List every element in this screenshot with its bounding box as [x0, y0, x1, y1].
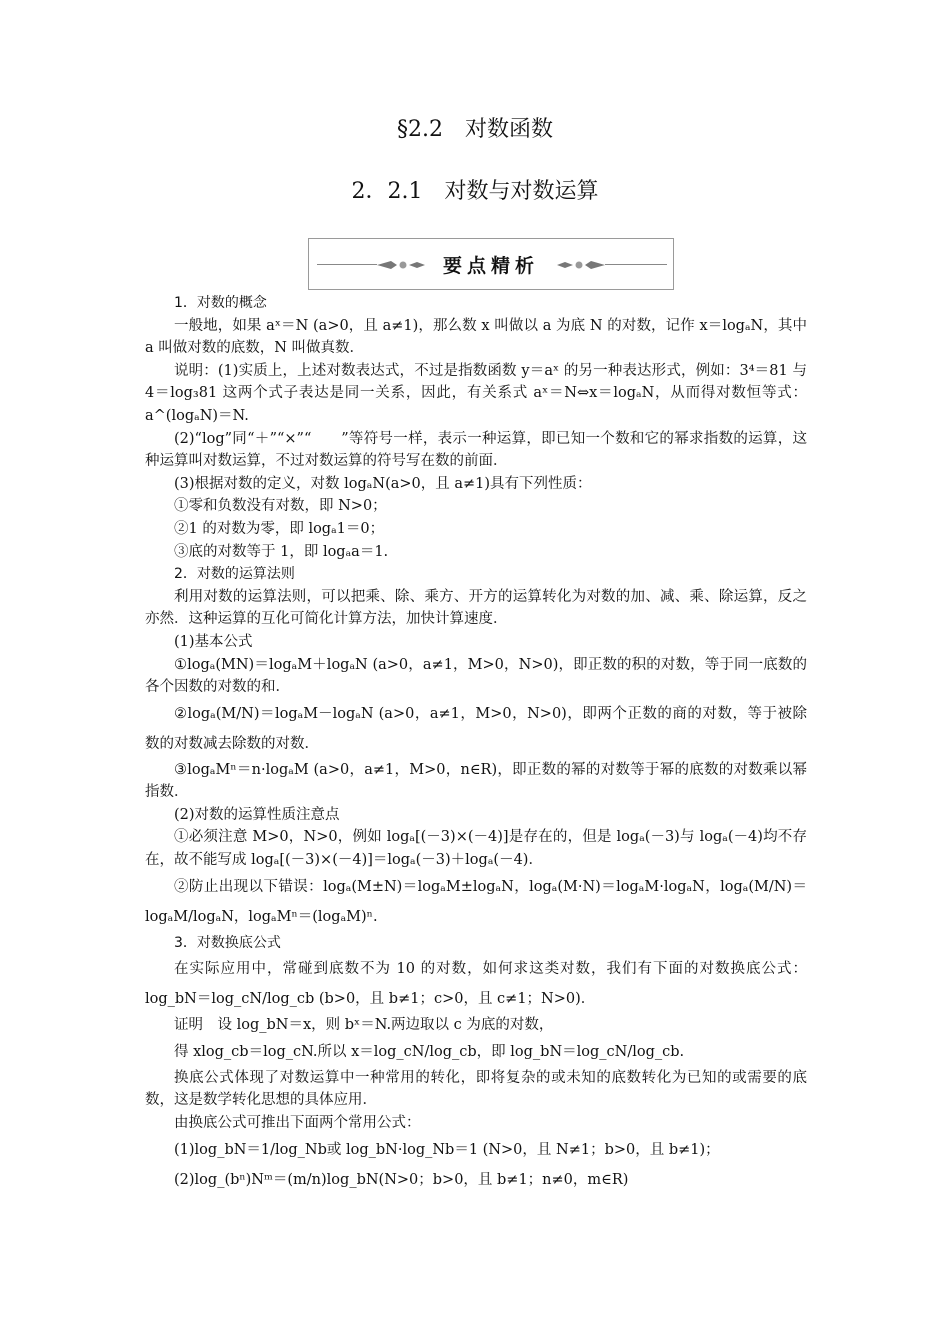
heading-concept: 1．对数的概念	[174, 295, 267, 311]
paragraph: 换底公式体现了对数运算中一种常用的转化，即将复杂的或未知的底数转化为已知的或需要的底数，这是数学转化思想的具体应用．	[145, 1069, 807, 1109]
paragraph: (2)“log”同“＋”“×”“ ”等符号一样，表示一种运算，即已知一个数和它的幂求指数的运算，这种运算叫对数运算，不过对数运算的符号写在数的前面．	[145, 430, 807, 470]
paragraph: (3)根据对数的定义，对数 logₐN(a>0，且 a≠1)具有下列性质：	[174, 475, 592, 492]
proof-paragraph: 证明 设 log_bN＝x，则 bˣ＝N.两边取以 c 为底的对数，	[174, 1017, 554, 1034]
banner-rule-right	[605, 264, 667, 265]
paragraph: ②防止出现以下错误：logₐ(M±N)＝logₐM±logₐN，logₐ(M·N)＝logₐM·logₐN，logₐ(M/N)＝logₐM/logₐN，logₐMⁿ＝(logₐM)ⁿ.	[145, 878, 807, 925]
heading-rules: 2．对数的运算法则	[174, 566, 295, 583]
paragraph: 说明：(1)实质上，上述对数表达式，不过是指数函数 y＝aˣ 的另一种表达形式，例如：3⁴＝81 与 4＝log₃81 这两个式子表达是同一关系，因此，有关系式 aˣ＝N⇔x＝logₐN，从而得对数恒等式：a^(logₐN)＝N.	[145, 362, 807, 424]
key-points-banner	[308, 238, 674, 290]
ornament-right-icon	[557, 258, 605, 272]
formula-paragraph: ②logₐ(M/N)＝logₐM－logₐN (a>0，a≠1，M>0，N>0)，即两个正数的商的对数，等于被除数的对数减去除数的对数．	[145, 705, 807, 752]
paragraph: 由换底公式可推出下面两个常用公式：	[174, 1115, 421, 1132]
document-body	[145, 292, 807, 1195]
list-item: ②1 的对数为零，即 logₐ1＝0；	[174, 520, 385, 537]
list-item: ③底的对数等于 1，即 logₐa＝1.	[174, 543, 389, 560]
list-item: ①零和负数没有对数，即 N>0；	[174, 498, 387, 515]
paragraph: 在实际应用中，常碰到底数不为 10 的对数，如何求这类对数，我们有下面的对数换底公式：log_bN＝log_cN/log_cb (b>0，且 b≠1；c>0，且 c≠1；N>0)．	[145, 961, 807, 1008]
paragraph: 一般地，如果 aˣ＝N (a>0，且 a≠1)，那么数 x 叫做以 a 为底 N 的对数，记作 x＝logₐN，其中 a 叫做对数的底数，N 叫做真数．	[145, 317, 807, 357]
proof-paragraph: 得 xlog_cb＝log_cN.所以 x＝log_cN/log_cb，即 log_bN＝log_cN/log_cb.	[174, 1043, 685, 1060]
section-title: §2.2 对数函数	[397, 117, 553, 142]
formula-paragraph: (1)log_bN＝1/log_Nb或 log_bN·log_Nb＝1 (N>0，且 N≠1；b>0，且 b≠1)；	[174, 1141, 720, 1158]
subsection-title: 2．2.1 对数与对数运算	[351, 179, 599, 204]
paragraph: (1)基本公式	[174, 633, 253, 650]
heading-change-of-base: 3．对数换底公式	[174, 934, 281, 951]
banner-label: 要点精析	[442, 255, 539, 277]
formula-paragraph: ①logₐ(MN)＝logₐM＋logₐN (a>0，a≠1，M>0，N>0)，即正数的积的对数，等于同一底数的各个因数的对数的和．	[145, 656, 807, 696]
paragraph: (2)对数的运算性质注意点	[174, 806, 340, 823]
paragraph: ①必须注意 M>0，N>0，例如 logₐ[(－3)×(－4)]是存在的，但是 logₐ(－3)与 logₐ(－4)均不存在，故不能写成 logₐ[(－3)×(－4)]＝logₐ(－3)＋logₐ(－4)．	[145, 829, 807, 869]
formula-paragraph: ③logₐMⁿ＝n·logₐM (a>0，a≠1，M>0，n∈R)，即正数的幂的对数等于幂的底数的对数乘以幂指数．	[145, 761, 807, 801]
paragraph: 利用对数的运算法则，可以把乘、除、乘方、开方的运算转化为对数的加、减、乘、除运算，反之亦然．这种运算的互化可简化计算方法，加快计算速度．	[145, 588, 807, 628]
formula-paragraph: (2)log_(bⁿ)Nᵐ＝(m/n)log_bN(N>0；b>0，且 b≠1；n≠0，m∈R)	[174, 1171, 629, 1188]
